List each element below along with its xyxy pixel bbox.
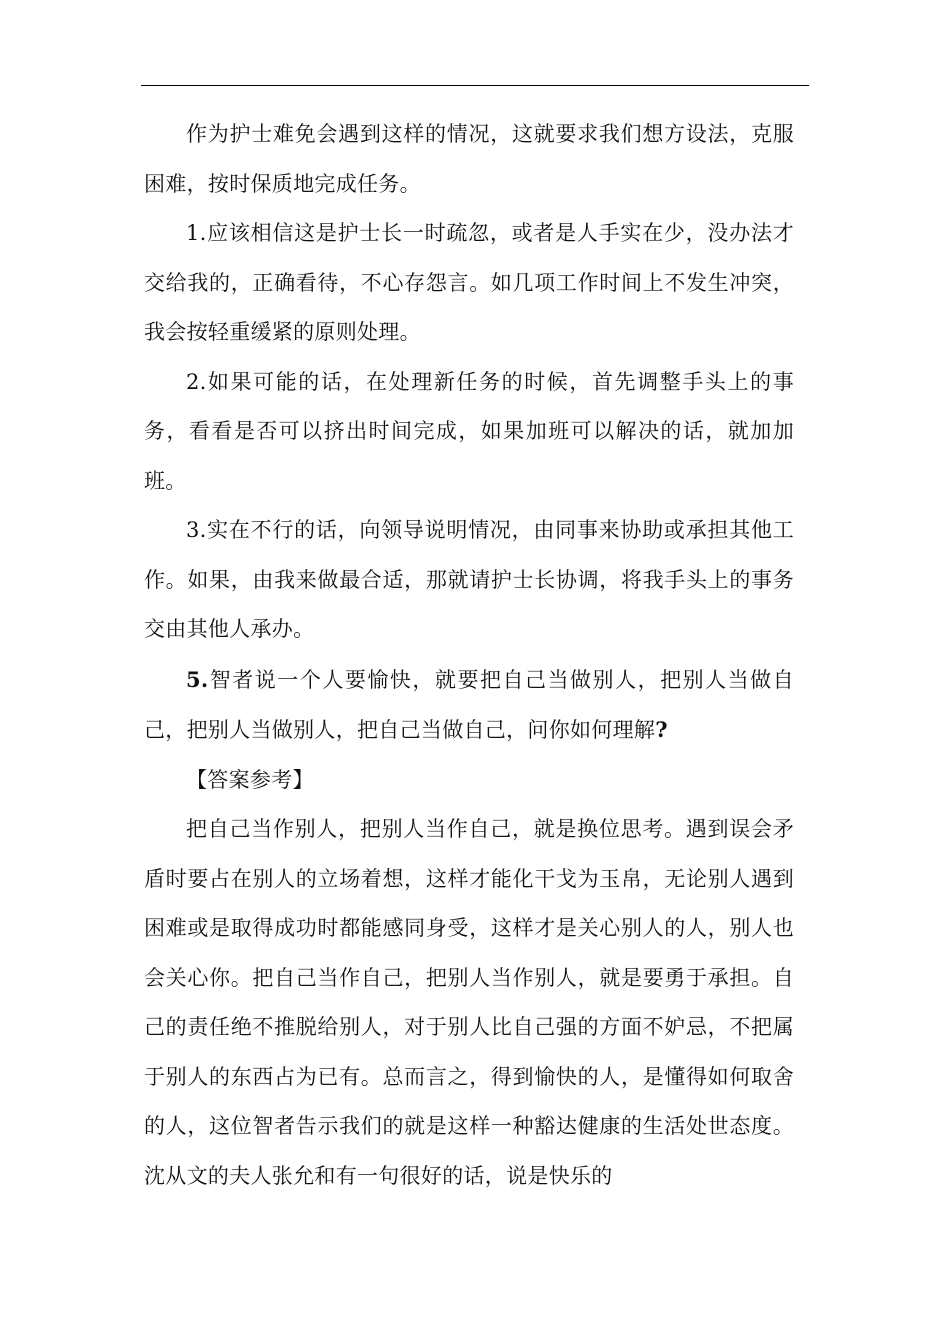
paragraph-intro: 作为护士难免会遇到这样的情况，这就要求我们想方设法，克服困难，按时保质地完成任务。 [144,122,794,196]
header-rule [141,85,809,86]
paragraph-point-3: 3.实在不行的话，向领导说明情况，由同事来协助或承担其他工作。如果，由我来做最合适，那就请护士长协调，将我手头上的事务交由其他人承办。 [144,518,794,641]
question-5 [144,655,794,756]
answer-paragraph: 把自己当作别人，把别人当作自己，就是换位思考。遇到误会矛盾时要占在别人的立场着想，这样才能化干戈为玉帛，无论别人遇到困难或是取得成功时都能感同身受，这样才是关心别人的人，别人也会关心你。把自己当作自己，把别人当作别人，就是要勇于承担。自己的责任绝不推脱给别人，对于别人比自己强的方面不妒忌，不把属于别人的东西占为已有。总而言之，得到愉快的人，是懂得如何取舍的人，这位智者告示我们的就是这样一种豁达健康的生活处世态度。沈从文的夫人张允和有一句很好的话，说是快乐的 [144,817,794,1188]
question-mark: ? [655,717,668,742]
question-number: 5. [186,666,209,692]
paragraph-point-1: 1.应该相信这是护士长一时疏忽，或者是人手实在少，没办法才交给我的，正确看待，不心存怨言。如几项工作时间上不发生冲突，我会按轻重缓紧的原则处理。 [144,221,794,344]
answer-label: 【答案参考】 [186,767,314,792]
paragraph-point-2: 2.如果可能的话，在处理新任务的时候，首先调整手头上的事务，看看是否可以挤出时间完成，如果加班可以解决的话，就加加班。 [144,369,794,493]
document-body [144,110,794,1201]
question-text: 智者说一个人要愉快，就要把自己当做别人，把别人当做自己，把别人当做别人，把自己当做自己，问你如何理解 [144,667,794,742]
